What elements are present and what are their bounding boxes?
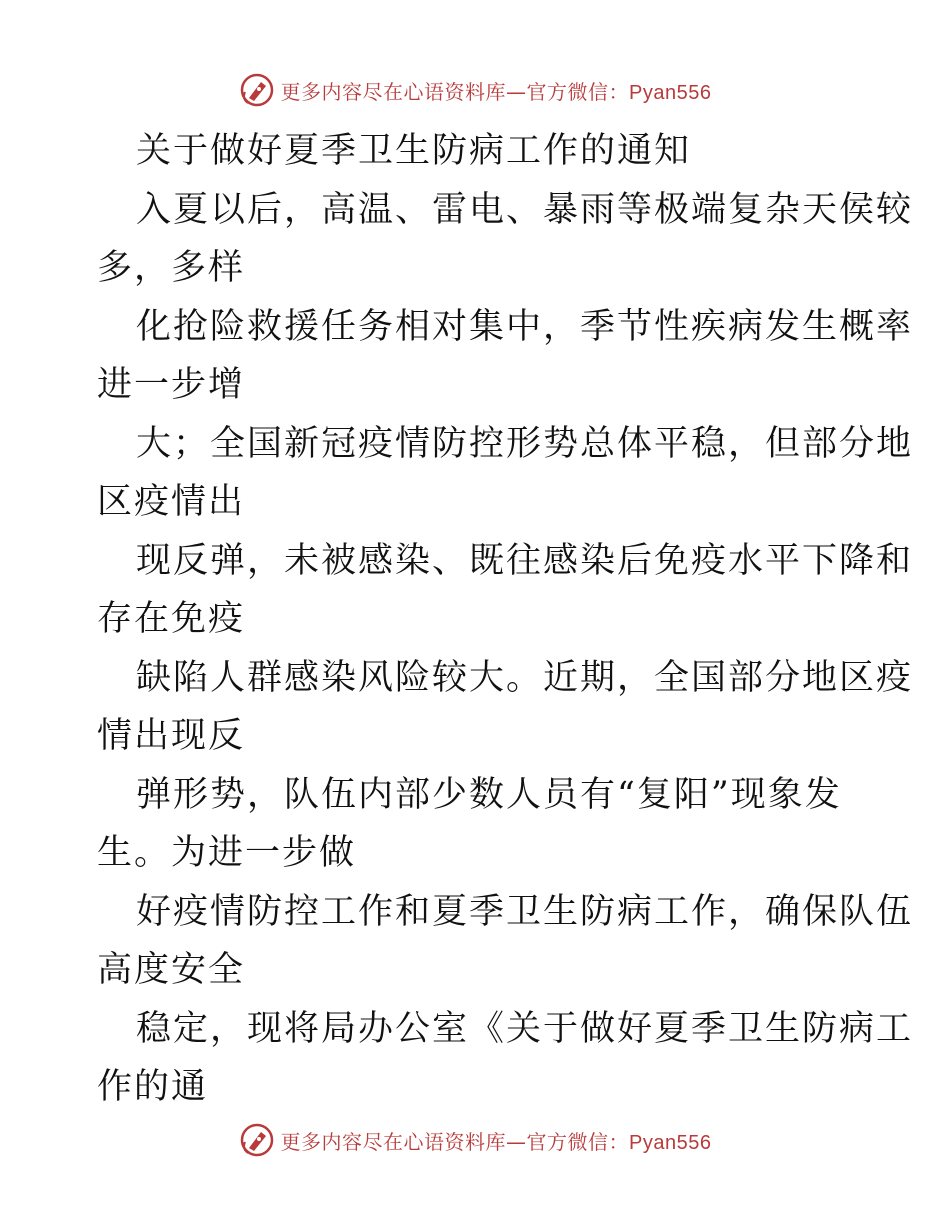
watermark-text: 更多内容尽在心语资料库—官方微信：Pyan556 bbox=[280, 79, 712, 104]
text-line: 稳定，现将局办公室《关于做好夏季卫生防病工 bbox=[136, 1008, 914, 1049]
text-line: 缺陷人群感染风险较大。近期，全国部分地区疫 bbox=[136, 657, 914, 698]
footer-watermark bbox=[0, 1120, 950, 1160]
text-line: 大；全国新冠疫情防控形势总体平稳，但部分地 bbox=[136, 423, 914, 464]
text-line: 好疫情防控工作和夏季卫生防病工作，确保队伍 bbox=[136, 891, 914, 932]
text-line: 作的通 bbox=[97, 1067, 209, 1107]
text-line: 进一步增 bbox=[97, 365, 246, 405]
text-line: 存在免疫 bbox=[97, 599, 246, 639]
document-body bbox=[97, 122, 914, 1117]
text-line: 情出现反 bbox=[97, 716, 246, 756]
text-line: 入夏以后，高温、雷电、暴雨等极端复杂天侯较 bbox=[136, 189, 914, 230]
text-line: 现反弹，未被感染、既往感染后免疫水平下降和 bbox=[136, 540, 914, 581]
text-line: 多，多样 bbox=[97, 248, 246, 288]
text-line: 高度安全 bbox=[97, 950, 246, 990]
text-line: 生。为进一步做 bbox=[97, 833, 357, 873]
pen-nib-logo-icon bbox=[239, 1122, 275, 1158]
text-line: 区疫情出 bbox=[97, 482, 246, 522]
text-line: 弹形势，队伍内部少数人员有“复阳”现象发 bbox=[136, 774, 842, 815]
watermark-text: 更多内容尽在心语资料库—官方微信：Pyan556 bbox=[280, 1129, 712, 1154]
header-watermark bbox=[0, 70, 950, 110]
pen-nib-logo-icon bbox=[239, 72, 275, 108]
text-line: 关于做好夏季卫生防病工作的通知 bbox=[136, 131, 692, 171]
text-line: 化抢险救援任务相对集中，季节性疾病发生概率 bbox=[136, 306, 914, 347]
